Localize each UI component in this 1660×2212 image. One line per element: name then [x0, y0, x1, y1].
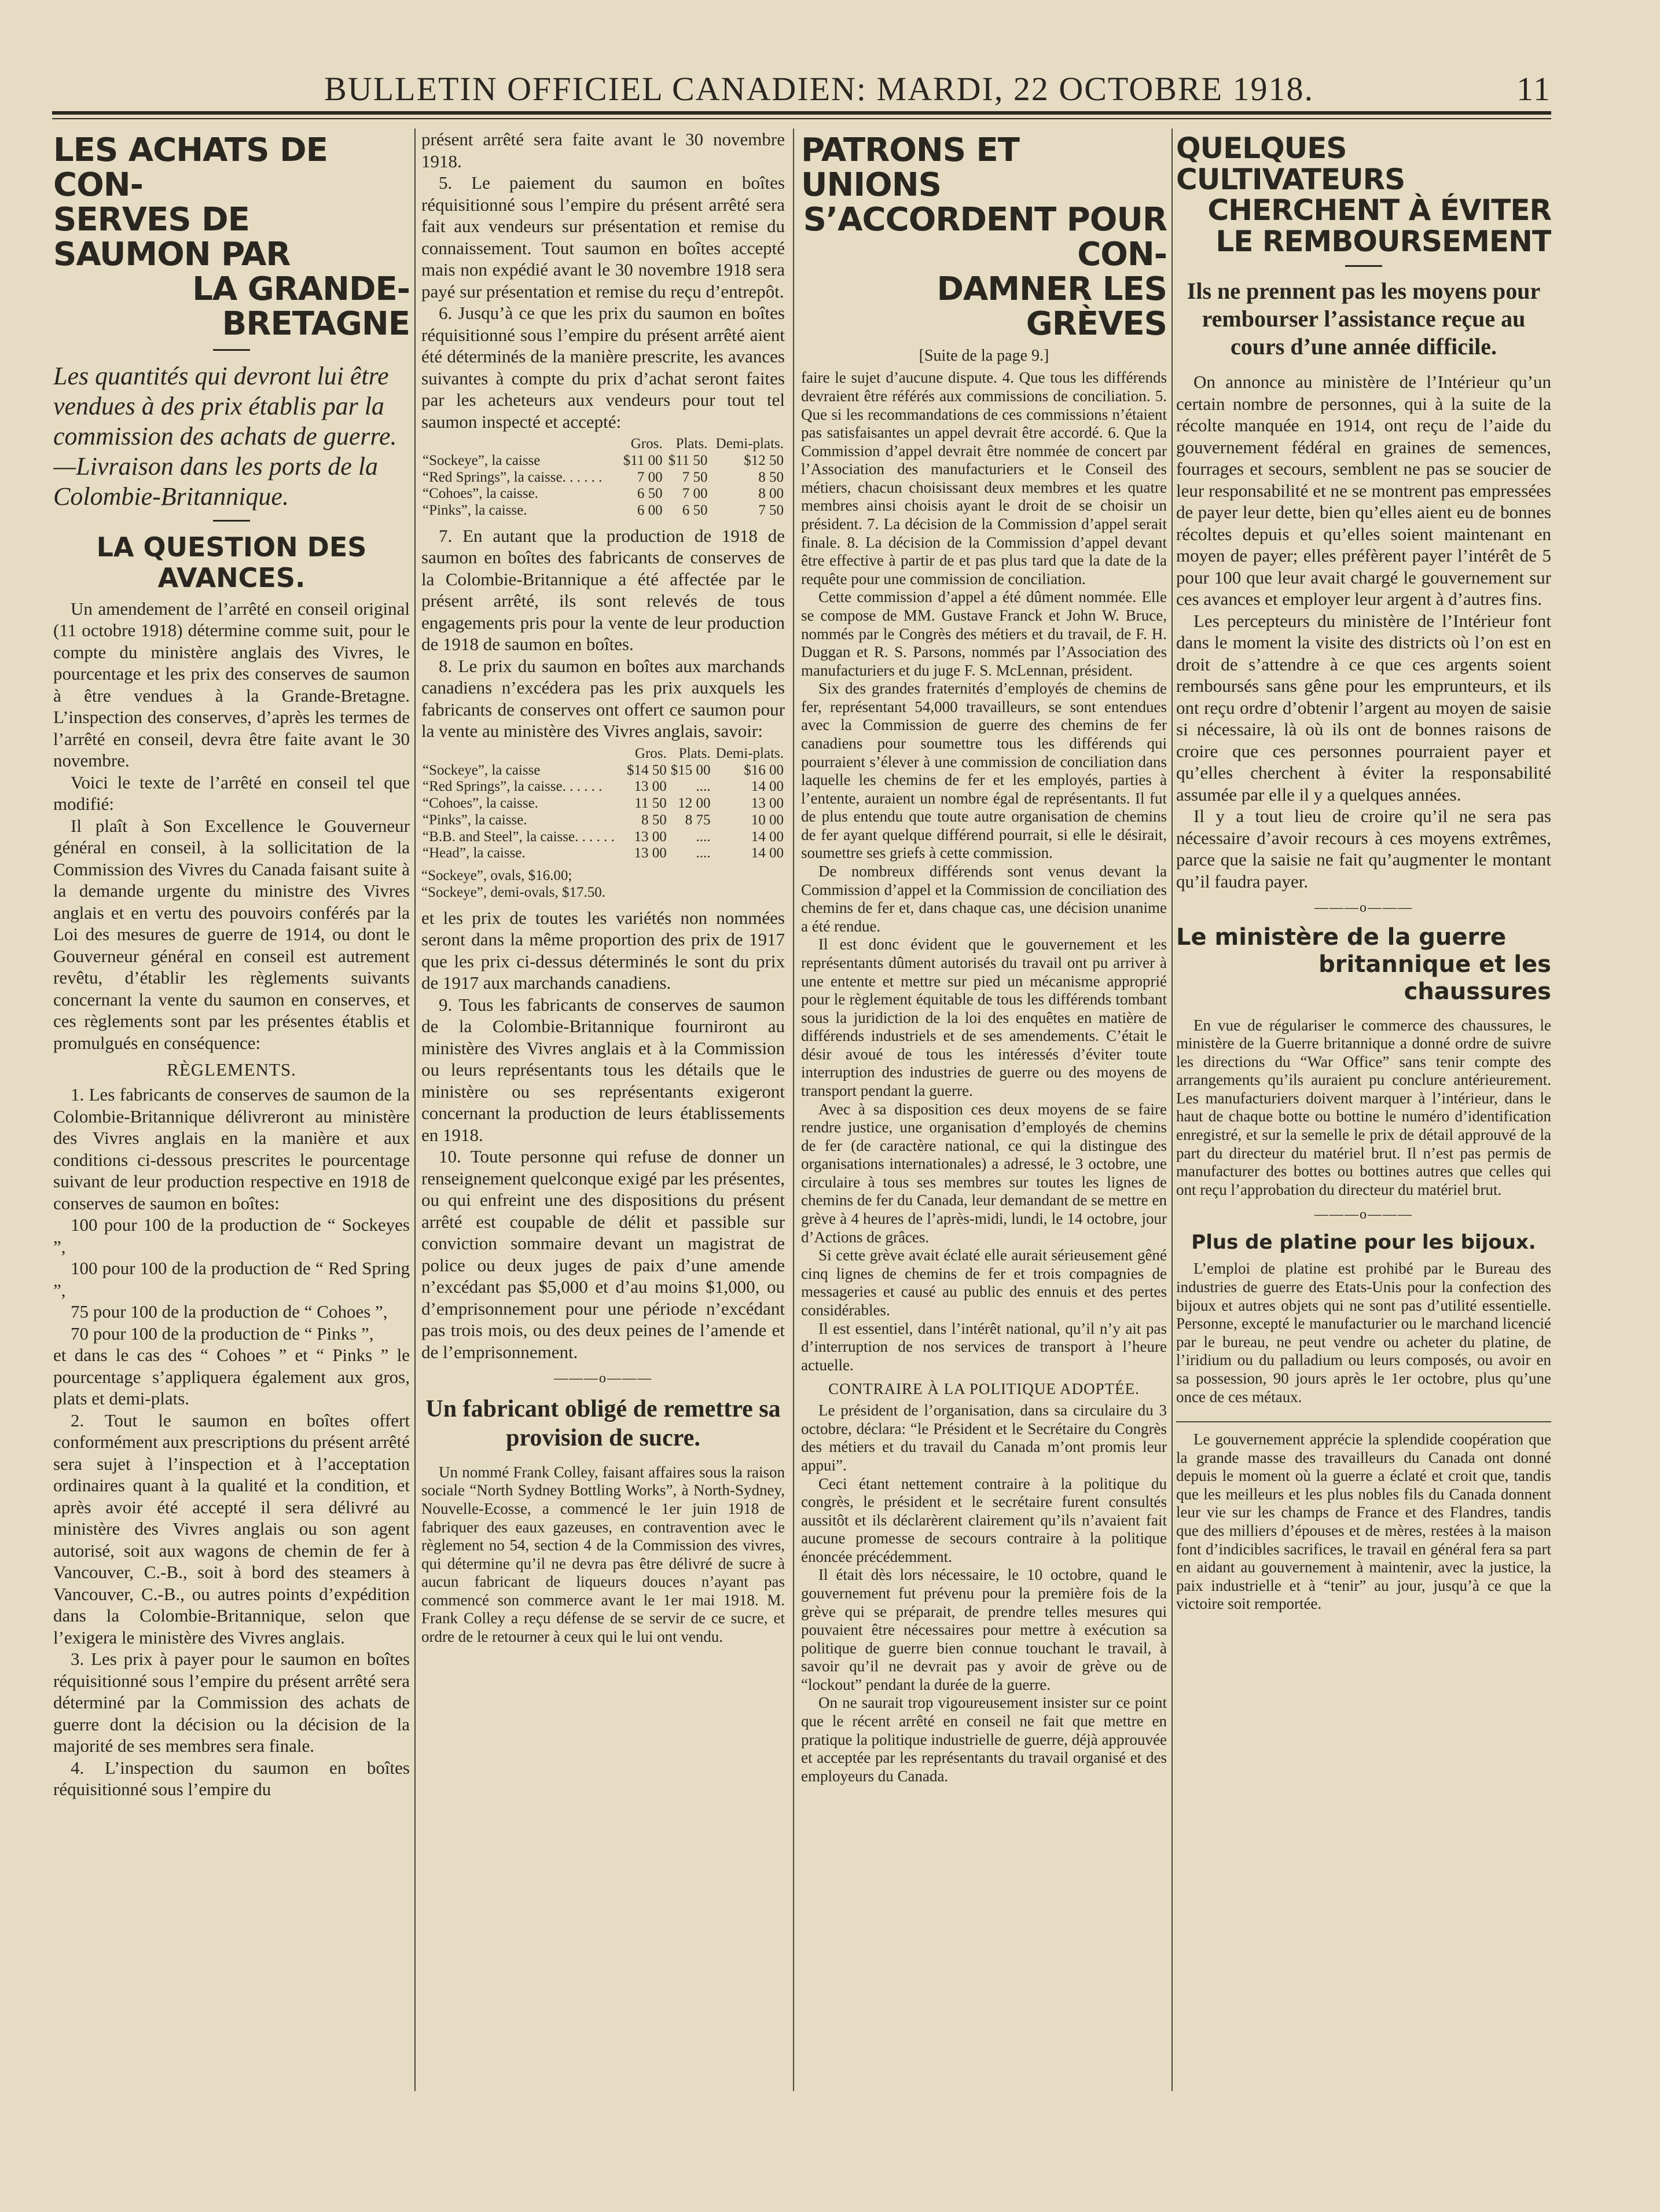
paragraph: 100 pour 100 de la production de “ Red Spring ”,	[53, 1258, 410, 1300]
paragraph: Il plaît à Son Excellence le Gouverneur général en conseil, à la sollicitation de la Commission des Vivres du Canada faisant suite à la demande urgente du ministre des Vivres anglais et en vertu des pouvoirs conférés par la Loi des mesures de guerre de 1914, ou dont le Gouverneur général en conseil est autrement revêtu, d’établir les règlements suivants concernant la vente du saumon en conserves, et ces règlements sont par les présentes établis et promulgués en conséquence:	[53, 815, 410, 1053]
table-row: “B.B. and Steel”, la caisse. . . . . . 13 00 .... 14 00	[423, 828, 784, 845]
header-rule	[52, 111, 1551, 115]
paragraph: Les percepteurs du ministère de l’Intérieur font dans le moment la visite des districts où l’on est en droit de s’attendre à ce que ces argents soient remboursés sans gêne pour les emprunteurs, et ils ont reçu ordre d’obtenir l’argent au moyen de saisie si nécessaire, là où ils ont de bonnes raisons de croire que ces personnes pourraient payer et qu’elles cherchent à éviter la responsabilité assumée par elle il y a quelques années.	[1176, 610, 1551, 805]
paragraph: 7. En autant que la production de 1918 de saumon en boîtes des fabricants de conserves de la Colombie-Britannique a été affectée par le présent arrêté, ils sont relevés de tous engagements pris pour la vente de leur production de 1918 de saumon en boîtes.	[421, 525, 785, 655]
paragraph: En vue de régulariser le commerce des chaussures, le ministère de la Guerre britannique a donné ordre de suivre les directions du “War Office” sans tenir compte des arrangements qu’ils auraient pu conclure antérieurement. Les manufacturiers doivent marquer à l’intérieur, dans le haut de chaque botte ou bottine le numéro d’identification enregistré, et sur la semelle le prix de détail approuvé de la part du directeur du matériel brut. Il n’est pas permis de manufacturer des bottes ou bottines autres que celles qui ont reçu l’approbation du directeur du matériel brut.	[1176, 1016, 1551, 1198]
price-table-advances	[421, 436, 785, 519]
article-headline: QUELQUES CULTIVATEURS CHERCHENT À ÉVITER LE REMBOURSEMENT	[1176, 131, 1551, 258]
paragraph: 6. Jusqu’à ce que les prix du saumon en boîtes réquisitionné sous l’empire du présent arrêté aient été déterminés de la manière prescrite, les avances suivantes à compte du prix d’achat seront faites par les acheteurs aux vendeurs pour tout tel saumon inspecté et accepté:	[421, 303, 785, 432]
table-row: “Pinks”, la caisse. 8 50 8 75 10 00	[423, 812, 784, 828]
article-headline: Plus de platine pour les bijoux.	[1191, 1231, 1536, 1254]
paragraph: Si cette grève avait éclaté elle aurait sérieusement gêné cinq lignes de chemins de fer et trois compagnies de messageries et causé au public des ennuis et des pertes considérables.	[801, 1246, 1167, 1319]
table-header-row: Gros. Plats. Demi-plats.	[634, 745, 784, 761]
paragraph: Il est essentiel, dans l’intérêt national, qu’il n’y ait pas d’interruption de nos services de transport à l’heure actuelle.	[801, 1319, 1167, 1374]
column-3	[801, 129, 1167, 2091]
continued-note: [Suite de la page 9.]	[919, 347, 1049, 365]
table-row: “Cohoes”, la caisse. 11 50 12 00 13 00	[423, 795, 784, 811]
article-headline: Le ministère de la guerre britannique et les chaussures	[1176, 924, 1551, 1006]
separator-ornament: ———o———	[1314, 1207, 1413, 1223]
table-row: “Red Springs”, la caisse. . . . . . 13 00 .... 14 00	[423, 779, 784, 795]
subsection-title: CONTRAIRE À LA POLITIQUE ADOPTÉE.	[828, 1380, 1140, 1398]
paragraph: Avec à sa disposition ces deux moyens de se faire rendre justice, une organisation d’employés de chemins de fer (de caractère national, ce qui la distingue des organisations internationales) a adressé, le 3 octobre, une circulaire à tous ses membres sur toutes les lignes de chemins de fer du Canada, leur demandant de se mettre en grève à 4 heures de l’après-midi, lundi, le 14 octobre, jour d’Actions de grâces.	[801, 1100, 1167, 1246]
column-1	[53, 129, 410, 2091]
paragraph: 100 pour 100 de la production de “ Sockeyes ”,	[53, 1215, 410, 1257]
separator-ornament: ———o———	[554, 1371, 652, 1386]
masthead-title: BULLETIN OFFICIEL CANADIEN: MARDI, 22 OCTOBRE 1918.	[324, 70, 1314, 108]
table-row: “Cohoes”, la caisse. 6 50 7 00 8 00	[423, 486, 784, 502]
box-divider	[1176, 1421, 1551, 1422]
paragraph: Cette commission d’appel a été dûment nommée. Elle se compose de MM. Gustave Franck et John W. Bruce, nommés par le Congrès des métiers et du travail, de F. H. Duggan et R. S. Parsons, nommés par l’Association des manufacturiers et du juge F. S. McLennan, président.	[801, 588, 1167, 679]
table-note: “Sockeye”, demi-ovals, $17.50.	[421, 884, 605, 900]
paragraph: Le président de l’organisation, dans sa circulaire du 3 octobre, déclara: “le Président et le Secrétaire du Congrès des métiers et du travail du Canada m’ont promis leur appui”.	[801, 1402, 1167, 1474]
header-rule-thin	[52, 118, 1551, 119]
table-note: “Sockeye”, ovals, $16.00;	[421, 868, 572, 883]
column-2	[421, 129, 785, 2091]
separator	[1345, 265, 1382, 267]
paragraph: Il y a tout lieu de croire qu’il ne sera pas nécessaire d’avoir recours à ces moyens extrêmes, parce que la saisie ne fait qu’augmenter le montant qu’il faudra payer.	[1176, 806, 1551, 892]
paragraph: et dans le cas des “ Cohoes ” et “ Pinks ” le pourcentage s’appliquera également aux gros, plats et demi-plats.	[53, 1345, 410, 1409]
separator	[213, 520, 250, 522]
paragraph: 8. Le prix du saumon en boîtes aux marchands canadiens n’excédera pas les prix auxquels les fabricants de conserves ont offert ce saumon pour la vente au ministère des Vivres anglais, savoir:	[421, 655, 785, 742]
paragraph: On annonce au ministère de l’Intérieur qu’un certain nombre de personnes, qui à la suite de la récolte manquée en 1914, ont reçu de l’aide du gouvernement fédéral en graines de semences, fourrages et secours, semblent ne pas se soucier de leur responsabilité et ne se montrent pas empressées de payer leur dette, bien qu’elles aient eu de bonnes récoltes depuis et qu’elles soient maintenant en moyen de payer; elles préfèrent payer l’intérêt de 5 pour 100 que leur avait chargé le gouvernement sur ces avances et employer leur argent à d’autres fins.	[1176, 372, 1551, 609]
paragraph: Un nommé Frank Colley, faisant affaires sous la raison sociale “North Sydney Bottling Works”, à North-Sydney, Nouvelle-Ecosse, a commencé le 1er juin 1918 de fabriquer des eaux gazeuses, en contravention avec le règlement no 54, section 4 de la Commission des vivres, qui détermine qu’il ne devra pas être délivré de sucre à aucun fabricant de liqueurs douces n’ayant pas commencé son commerce avant le 1er mai 1918. M. Frank Colley a reçu défense de se servir de ce sucre, et ordre de le retourner à ceux qui le lui ont vendu.	[421, 1463, 785, 1645]
table-row: “Pinks”, la caisse. 6 00 6 50 7 50	[423, 502, 784, 518]
column-divider	[793, 129, 794, 2091]
paragraph: De nombreux différends sont venus devant la Commission d’appel et la Commission de conciliation des chemins de fer et, dans chaque cas, une décision unanime a été rendue.	[801, 863, 1167, 935]
paragraph: Il était dès lors nécessaire, le 10 octobre, quand le gouvernement fut prévenu pour la première fois de la grève qui se préparait, de prendre telles mesures qui pouvaient être nécessaires pour mettre à exécution sa politique de guerre bien connue touchant le travail, à savoir qu’il ne devrait pas y avoir de grève ou de “lockout” pendant la durée de la guerre.	[801, 1566, 1167, 1693]
paragraph: 2. Tout le saumon en boîtes offert conformément aux prescriptions du présent arrêté sera sujet à l’inspection et à l’acceptation ordinaires quant à la qualité et la condition, et après avoir été accepté il sera délivré au ministère des Vivres anglais ou son agent autorisé, soit aux wagons de chemin de fer à Vancouver, C.-B., soit à bord des steamers à Vancouver, C.-B., ou autres points d’expédition dans la Colombie-Britannique, selon que l’exigera le ministère des Vivres anglais.	[53, 1410, 410, 1648]
paragraph: 1. Les fabricants de conserves de saumon de la Colombie-Britannique délivreront au ministère des Vivres anglais en la manière et aux conditions ci-dessous prescrites le pourcentage suivant de leur production respective en 1918 de conserves de saumon en boîtes:	[53, 1084, 410, 1213]
paragraph: faire le sujet d’aucune dispute. 4. Que tous les différends devraient être référés aux commissions de conciliation. 5. Que si les recommandations de ces commissions n’étaient pas satisfaisantes un appel devrait être accordé. 6. Que la Commission d’appel devrait être nommée de concert par l’Association des manufacturiers et le Conseil des métiers, chacun choisissant deux membres et les quatre membres ainsi choisis ayant le droit de se choisir un président. 7. La décision de la Commission d’appel serait finale. 8. La décision de la Commission d’appel devant être effective à partir de et pas plus tard que la date de la requête pour une commission de conciliation.	[801, 369, 1167, 588]
paragraph: et les prix de toutes les variétés non nommées seront dans la même proportion des prix de 1917 que les prix ci-dessus déterminés le sont du prix de 1917 aux marchands canadiens.	[421, 907, 785, 993]
paragraph: Il est donc évident que le gouvernement et les représentants dûment autorisés du travail ont pu arriver à une entente et mettre sur pied un mécanisme approprié pour le règlement équitable de tous les différends tombant sous la juridiction de la loi des enquêtes en matière de différends industriels et de ses amendements. C’était le désir avoué de tous les intéressés d’éviter toute interruption des industries de guerre ou des moyens de transport pendant la guerre.	[801, 936, 1167, 1099]
paragraph: 75 pour 100 de la production de “ Cohoes ”,	[71, 1301, 388, 1322]
paragraph: 5. Le paiement du saumon en boîtes réquisitionné sous l’empire du présent arrêté sera fait aux vendeurs sur présentation et remise du connaissement. Tout saumon en boîtes accepté mais non expédié avant le 30 novembre 1918 sera payé sur présentation et remise du reçu d’entrepôt.	[421, 173, 785, 302]
article-headline: PATRONS ET UNIONS S’ACCORDENT POUR CON- DAMNER LES GRÈVES	[801, 131, 1167, 343]
page-header	[52, 69, 1551, 108]
paragraph: 10. Toute personne qui refuse de donner un renseignement quelconque exigé par les présentes, ou qui enfreint une des dispositions du présent arrêté est coupable de délit et passible sur conviction sommaire devant un magistrat de police ou deux juges de paix d’une amende n’excédant pas $5,000 et d’au moins $1,000, ou d’emprisonnement pour une période n’excédant pas trois mois, ou des deux peines de l’amende et de l’emprisonnement.	[421, 1146, 785, 1362]
table-row: “Sockeye”, la caisse $14 50 $15 00 $16 00	[423, 762, 784, 778]
article-headline: Un fabricant obligé de remettre sa provision de sucre.	[425, 1396, 781, 1452]
article-subhead: Les quantités qui devront lui être vendues à des prix établis par la commission des achats de guerre.—Livraison dans les ports de la Colombie-Britannique.	[53, 362, 397, 511]
separator-ornament: ———o———	[1314, 900, 1413, 915]
paragraph: L’emploi de platine est prohibé par le Bureau des industries de guerre des Etats-Unis pour la confection des bijoux et autres objets qui ne sont pas d’utilité essentielle. Personne, excepté le manufacturier ou le marchand licencié par le bureau, ne peut vendre ou acheter du platine, de l’iridium ou du palladium ou leurs composés, ou avoir en sa possession, 90 jours après le 1er octobre, plus qu’une once de ces métaux.	[1176, 1260, 1551, 1406]
section-heading: LA QUESTION DES AVANCES.	[96, 531, 367, 593]
table-row: “Head”, la caisse. 13 00 .... 14 00	[423, 845, 784, 861]
column-4	[1176, 129, 1551, 2091]
paragraph: Ceci étant nettement contraire à la politique du congrès, le président et le secrétaire furent consultés aussitôt et ils déclarèrent clairement qu’ils n’avaient fait aucune promesse de secours contraire à la politique énoncée précédemment.	[801, 1474, 1167, 1565]
paragraph: Un amendement de l’arrêté en conseil original (11 octobre 1918) détermine comme suit, pour le compte du ministère anglais des Vivres, le pourcentage et les prix des conserves de saumon à être vendues à la Grande-Bretagne. L’inspection des conserves, d’après les termes de l’arrêté en conseil, devra être faite avant le 30 novembre.	[53, 598, 410, 771]
paragraph: présent arrêté sera faite avant le 30 novembre 1918.	[421, 129, 785, 171]
table-header-row: Gros. Plats. Demi-plats.	[630, 436, 784, 452]
paragraph: Voici le texte de l’arrêté en conseil tel que modifié:	[53, 772, 410, 815]
paragraph: 3. Les prix à payer pour le saumon en boîtes réquisitionné sous l’empire du présent arrêté sera déterminé par la Commission des achats de guerre dont la décision ou la décision de la majorité de ses membres sera finale.	[53, 1649, 410, 1756]
paragraph: 70 pour 100 de la production de “ Pinks ”,	[71, 1323, 374, 1344]
column-divider	[1171, 129, 1173, 2091]
article-headline: LES ACHATS DE CON- SERVES DE SAUMON PAR LA GRANDE-BRETAGNE	[53, 131, 410, 343]
paragraph: On ne saurait trop vigoureusement insister sur ce point que le récent arrêté en conseil ne fait que mettre en pratique la politique industrielle de guerre, déjà approuvée et acceptée par les représentants du travail organisé et des employeurs du Canada.	[801, 1694, 1167, 1785]
column-divider	[414, 129, 416, 2091]
page-number: 11	[1516, 70, 1551, 108]
boxed-statement: Le gouvernement apprécie la splendide coopération que la grande masse des travailleurs du Canada ont donné depuis le moment où la guerre a éclaté et croit que, tandis que les meilleurs et les plus nobles fils du Canada donnent leur vie sur les champs de France et des Flandres, tandis que des milliers d’épouses et de mères, restées à la maison font d’indicibles sacrifices, le travail en général fera sa part en aidant au gouvernement à maintenir, avec la justice, la paix industrielle et à “tenir” au jour, jusqu’à ce que la victoire soit remportée.	[1176, 1430, 1551, 1613]
paragraph: 9. Tous les fabricants de conserves de saumon de la Colombie-Britannique fourniront au ministère des Vivres anglais et à la Commission ou leurs représentants tous les détails que le ministère ou ses représentants exigeront concernant la production de leurs établissements en 1918.	[421, 994, 785, 1145]
reglements-title: RÈGLEMENTS.	[167, 1059, 296, 1080]
paragraph: 4. L’inspection du saumon en boîtes réquisitionné sous l’empire du	[53, 1757, 410, 1800]
price-table-merchants	[421, 746, 785, 862]
table-row: “Red Springs”, la caisse. . . . . . 7 00 7 50 8 50	[423, 469, 784, 485]
paragraph: Six des grandes fraternités d’employés de chemins de fer, représentant 54,000 travailleurs, se sont entendues avec la Commission de guerre des chemins de fer canadiens pour soumettre tous les différends qui pourraient s’élever à une commission de conciliation dans laquelle les chemins de fer et les employés, parties à l’entente, auraient un nombre égal de représentants. Il fut de plus entendu que toute autre organisation de chemins de fer ayant quelque différend pourrait, si elle le désirait, soumettre ses griefs à cette commission.	[801, 680, 1167, 862]
separator	[213, 349, 250, 351]
table-row: “Sockeye”, la caisse $11 00 $11 50 $12 50	[423, 452, 784, 468]
article-subhead: Ils ne prennent pas les moyens pour rembourser l’assistance reçue au cours d’une année difficile.	[1187, 278, 1541, 360]
